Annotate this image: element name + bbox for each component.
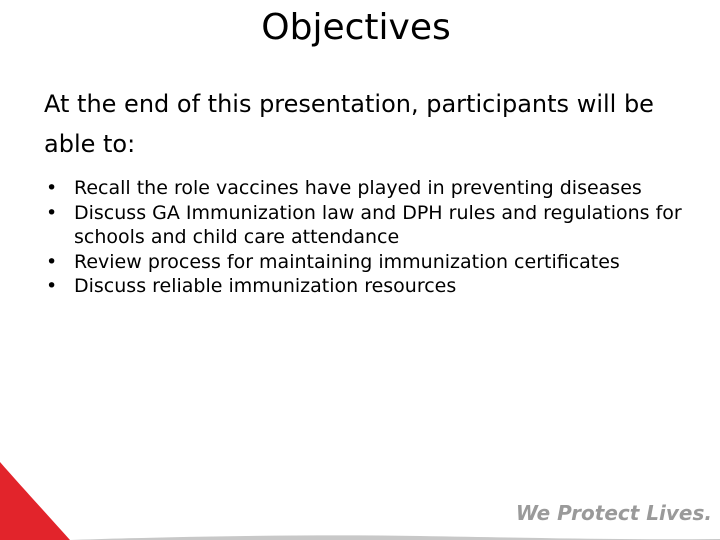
objectives-list [44, 176, 694, 299]
bullet-icon: • [46, 177, 58, 199]
list-item-text: Recall the role vaccines have played in preventing diseases [74, 177, 642, 199]
list-item [44, 176, 694, 201]
intro-text: At the end of this presentation, participants will be able to: [44, 90, 654, 158]
list-item-text: Review process for maintaining immunization certificates [74, 250, 620, 273]
tagline-logo-text: We Protect Lives. [515, 501, 712, 525]
list-item [44, 250, 694, 275]
gray-swoosh-line [70, 535, 720, 540]
bullet-icon: • [46, 201, 58, 224]
list-item [44, 201, 694, 250]
bullet-icon: • [46, 250, 58, 273]
red-swoosh-shape [0, 462, 70, 540]
list-item-text: Discuss GA Immunization law and DPH rules and regulations for schools and child care attendance [74, 201, 682, 248]
slide-title: Objectives [261, 7, 451, 48]
list-item [44, 274, 694, 299]
list-item-text: Discuss reliable immunization resources [74, 275, 457, 297]
bullet-icon: • [46, 275, 58, 297]
